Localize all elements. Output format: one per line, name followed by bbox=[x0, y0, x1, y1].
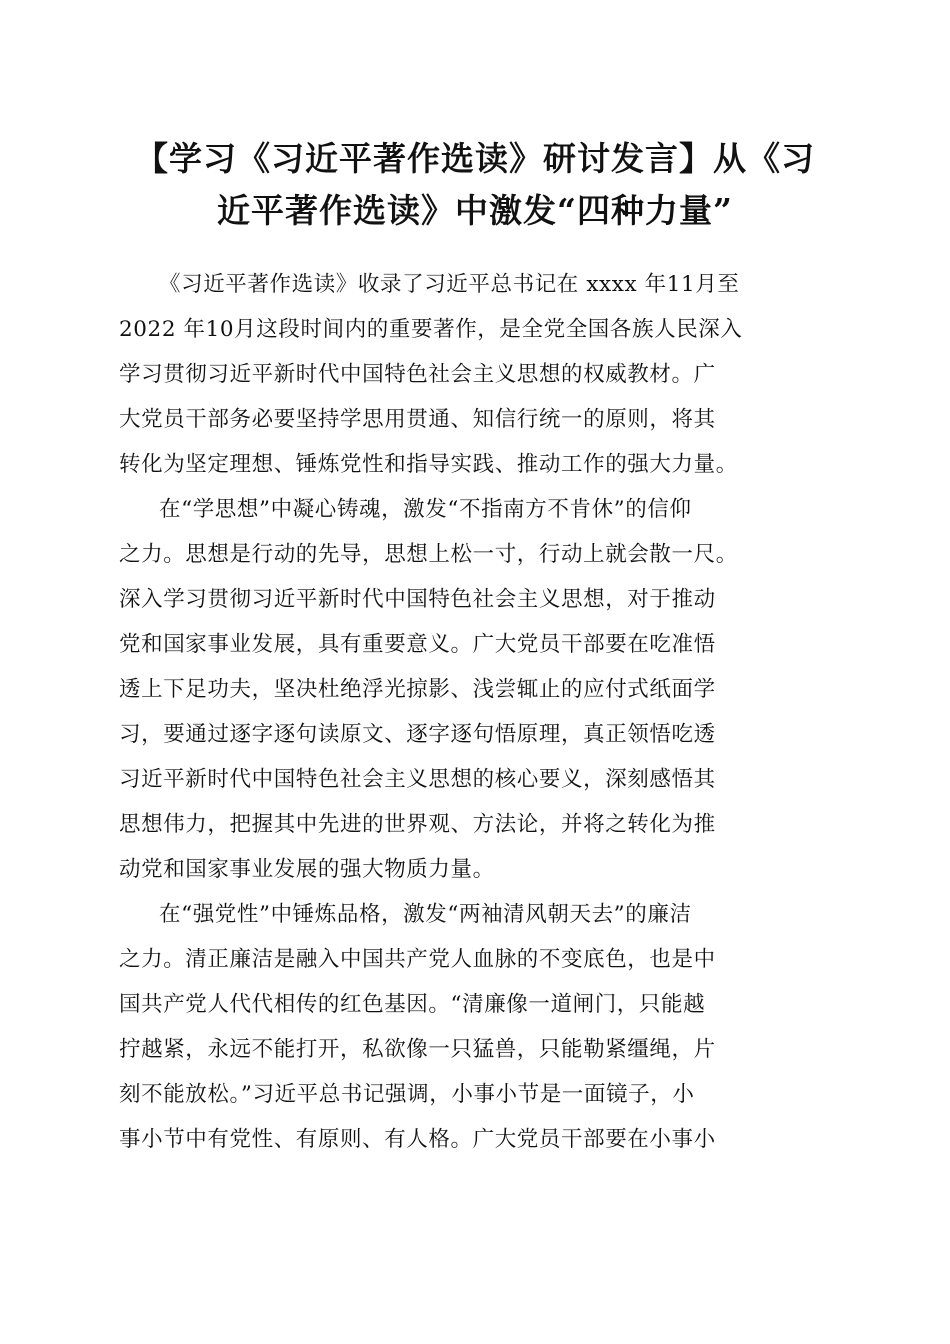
paragraph-2-line: 习，要通过逐字逐句读原文、逐字逐句悟原理，真正领悟吃透 bbox=[119, 722, 716, 747]
title-line: 【学习《习近平著作选读》研讨发言】从《习 bbox=[135, 139, 815, 178]
document-title bbox=[95, 133, 855, 237]
paragraph-2-line: 深入学习贯彻习近平新时代中国特色社会主义思想，对于推动 bbox=[119, 587, 716, 612]
paragraph-2-line: 党和国家事业发展，具有重要意义。广大党员干部要在吃准悟 bbox=[119, 632, 716, 657]
title-line: 近平著作选读》中激发“四种力量” bbox=[217, 191, 733, 230]
paragraph-3-line: 事小节中有党性、有原则、有人格。广大党员干部要在小事小 bbox=[119, 1127, 716, 1152]
paragraph-2-line: 习近平新时代中国特色社会主义思想的核心要义，深刻感悟其 bbox=[119, 767, 716, 792]
paragraph-2-line: 之力。思想是行动的先导，思想上松一寸，行动上就会散一尺。 bbox=[119, 542, 738, 567]
paragraph-3-line: 刻不能放松。”习近平总书记强调，小事小节是一面镜子，小 bbox=[119, 1082, 695, 1107]
paragraph-1-line: 《习近平著作选读》收录了习近平总书记在 xxxx 年11月至 bbox=[159, 272, 740, 297]
paragraph-2-line: 在“学思想”中凝心铸魂，激发“不指南方不肯休”的信仰 bbox=[159, 497, 692, 522]
paragraph-2-line: 动党和国家事业发展的强大物质力量。 bbox=[119, 857, 495, 882]
paragraph-1-line: 大党员干部务必要坚持学思用贯通、知信行统一的原则，将其 bbox=[119, 407, 716, 432]
paragraph-3-line: 国共产党人代代相传的红色基因。“清廉像一道闸门，只能越 bbox=[119, 992, 706, 1017]
paragraph-3-line: 之力。清正廉洁是融入中国共产党人血脉的不变底色，也是中 bbox=[119, 947, 716, 972]
paragraph-2-line: 思想伟力，把握其中先进的世界观、方法论，并将之转化为推 bbox=[119, 812, 716, 837]
document-body bbox=[119, 262, 839, 1162]
paragraph-3-line: 拧越紧，永远不能打开，私欲像一只猛兽，只能勒紧缰绳，片 bbox=[119, 1037, 716, 1062]
paragraph-1-line: 学习贯彻习近平新时代中国特色社会主义思想的权威教材。广 bbox=[119, 362, 716, 387]
paragraph-3-line: 在“强党性”中锤炼品格，激发“两袖清风朝天去”的廉洁 bbox=[159, 902, 692, 927]
paragraph-1-line: 2022 年10月这段时间内的重要著作，是全党全国各族人民深入 bbox=[119, 317, 743, 342]
paragraph-2-line: 透上下足功夫，坚决杜绝浮光掠影、浅尝辄止的应付式纸面学 bbox=[119, 677, 716, 702]
paragraph-1-line: 转化为坚定理想、锤炼党性和指导实践、推动工作的强大力量。 bbox=[119, 452, 738, 477]
